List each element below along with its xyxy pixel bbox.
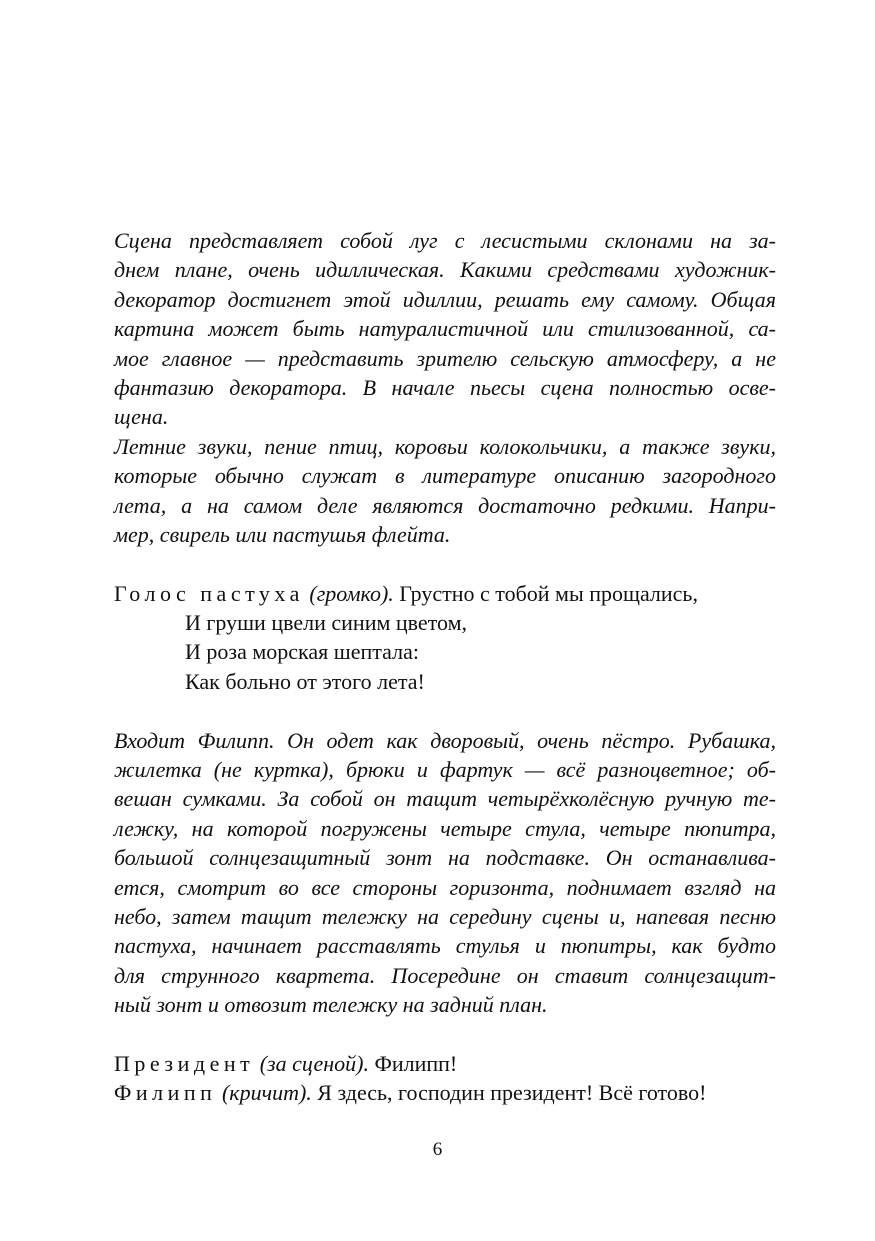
text-line: для струнного квартета. Посередине он ставит солнцезащит-	[114, 962, 776, 988]
stage-remark: (кричит).	[221, 1080, 312, 1106]
dialogue-text: Грустно с тобой мы прощались,	[399, 580, 698, 606]
shepherd-song	[114, 579, 776, 697]
stage-direction-philipp	[114, 726, 776, 1020]
text-line: пастуха, начинает расставлять стулья и пюпитры, как будто	[114, 933, 776, 959]
page-body	[114, 226, 776, 1108]
stage-remark: (за сценой).	[259, 1050, 369, 1076]
verse-line: Как больно от этого лета!	[185, 668, 425, 694]
text-line: жилетка (не куртка), брюки и фартук — всё разноцветное; об-	[114, 757, 776, 783]
text-line: Сцена представляет собой луг с лесистыми склонами на за-	[114, 228, 776, 253]
text-line: вешан сумками. За собой он тащит четырёхколёсную ручную те-	[114, 786, 776, 812]
dialogue-line	[114, 1078, 776, 1107]
text-line: ный зонт и отвозит тележку на задний план.	[114, 992, 548, 1018]
text-line: большой солнцезащитный зонт на подставке. Он останавлива-	[114, 845, 776, 871]
speaker-name: Президент	[114, 1050, 255, 1076]
text-line: картина может быть натуралистичной или стилизованной, са-	[114, 316, 776, 342]
text-line: лета, а на самом деле являются достаточно редкими. Напри-	[114, 492, 776, 518]
text-line: мер, свирель или пастушья флейта.	[114, 521, 451, 547]
verse-line: И груши цвели синим цветом,	[185, 610, 468, 636]
verse-line: И роза морская шептала:	[185, 639, 419, 665]
speaker-name: Голос пастуха	[114, 580, 304, 606]
dialogue-text: Я здесь, господин президент! Всё готово!	[317, 1080, 707, 1106]
text-line: лежку, на которой погружены четыре стула, четыре пюпитра,	[114, 815, 776, 841]
blank-line	[114, 696, 776, 725]
page-number: 6	[432, 1139, 443, 1160]
text-line: ется, смотрит во все стороны горизонта, поднимает взгляд на	[114, 874, 776, 900]
text-line: мое главное — представить зрителю сельскую атмосферу, а не	[114, 345, 776, 371]
dialogue-text: Филипп!	[374, 1050, 458, 1076]
text-line: щена.	[114, 404, 169, 430]
speaker-name: Филипп	[114, 1080, 217, 1106]
text-line: Летние звуки, пение птиц, коровьи колокольчики, а также звуки,	[114, 433, 776, 459]
dialogue-line	[114, 1049, 776, 1078]
text-line: небо, затем тащит тележку на середину сцены и, напевая песню	[114, 903, 776, 929]
stage-remark: (громко).	[309, 580, 394, 606]
text-line: декоратор достигнет этой идиллии, решать ему самому. Общая	[114, 286, 776, 312]
dialogue-line	[114, 579, 776, 608]
text-line: Входит Филипп. Он одет как дворовый, очень пёстро. Рубашка,	[114, 727, 776, 753]
text-line: днем плане, очень идиллическая. Какими средствами художник-	[114, 257, 776, 283]
text-line: фантазию декоратора. В начале пьесы сцена полностью осве-	[114, 374, 776, 400]
blank-line	[114, 1020, 776, 1049]
text-line: которые обычно служат в литературе описанию загородного	[114, 463, 776, 489]
stage-direction-sounds	[114, 432, 776, 550]
blank-line	[114, 549, 776, 578]
stage-direction-opening	[114, 226, 776, 432]
